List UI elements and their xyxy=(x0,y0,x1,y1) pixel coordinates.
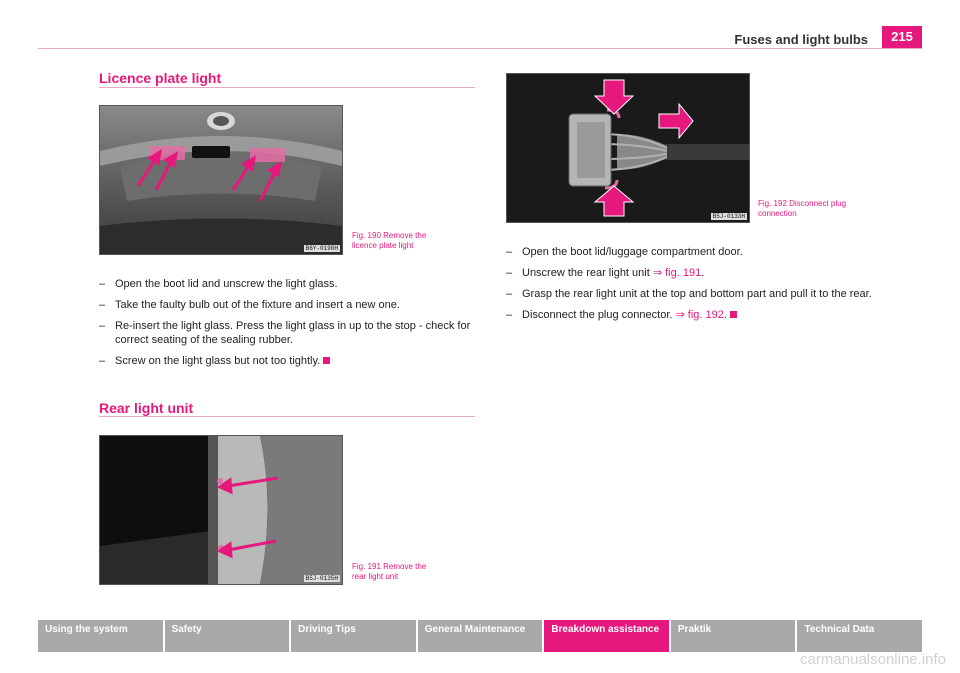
figure-code: B5J-0135H xyxy=(305,575,338,582)
tab-praktik[interactable]: Praktik xyxy=(671,620,796,652)
chapter-tab-bar xyxy=(38,620,922,652)
licence-plate-illustration xyxy=(100,106,342,254)
figure-code: B6Y-0190H xyxy=(305,245,338,252)
tab-driving-tips[interactable]: Driving Tips xyxy=(291,620,416,652)
running-header-title: Fuses and light bulbs xyxy=(734,32,868,47)
figure-192-plug-connection xyxy=(506,73,750,223)
list-item: – Open the boot lid/luggage compartment door. xyxy=(506,246,743,258)
tab-technical-data[interactable]: Technical Data xyxy=(797,620,922,652)
tab-safety[interactable]: Safety xyxy=(165,620,290,652)
section-title-licence-plate-light: Licence plate light xyxy=(99,70,222,86)
figure-191-rear-light-unit xyxy=(99,435,343,585)
end-of-section-marker xyxy=(730,311,737,318)
section-rule xyxy=(99,416,475,417)
steps-list xyxy=(506,245,884,329)
tab-using-the-system[interactable]: Using the system xyxy=(38,620,163,652)
list-item: – Take the faulty bulb out of the fixture and insert a new one. xyxy=(99,299,400,311)
header-rule xyxy=(38,48,922,49)
steps-list xyxy=(99,277,476,375)
tab-breakdown-assistance[interactable]: Breakdown assistance xyxy=(544,620,669,652)
rear-light-illustration xyxy=(100,436,342,584)
watermark-text: carmanualsonline.info xyxy=(800,651,946,668)
figure-caption: Fig. 191 Remove the rear light unit xyxy=(352,562,427,581)
list-item: – Screw on the light glass but not too tightly. xyxy=(99,354,476,368)
list-item: – Re-insert the light glass. Press the light glass in up to the stop - check for correct seating of the sealing rubber. xyxy=(99,320,471,346)
figure-caption: Fig. 192 Disconnect plug connection xyxy=(758,199,847,218)
figure-code: B5J-0133H xyxy=(712,213,745,220)
section-rule xyxy=(99,87,475,88)
list-item: – Open the boot lid and unscrew the light glass. xyxy=(99,278,338,290)
figure-caption: Fig. 190 Remove the licence plate light xyxy=(352,231,427,250)
figure-reference-link[interactable]: ⇒ fig. 191 xyxy=(652,267,702,279)
list-item: – Grasp the rear light unit at the top and bottom part and pull it to the rear. xyxy=(506,288,872,300)
list-item: – Disconnect the plug connector. ⇒ fig. 192. xyxy=(506,308,884,322)
tab-general-maintenance[interactable]: General Maintenance xyxy=(418,620,543,652)
end-of-section-marker xyxy=(323,357,330,364)
figure-190-licence-plate xyxy=(99,105,343,255)
page-number: 215 xyxy=(882,26,922,48)
figure-reference-link[interactable]: ⇒ fig. 192 xyxy=(675,309,724,321)
list-item: – Unscrew the rear light unit ⇒ fig. 191. xyxy=(506,267,705,279)
section-title-rear-light-unit: Rear light unit xyxy=(99,400,194,416)
plug-connection-illustration xyxy=(507,74,749,222)
